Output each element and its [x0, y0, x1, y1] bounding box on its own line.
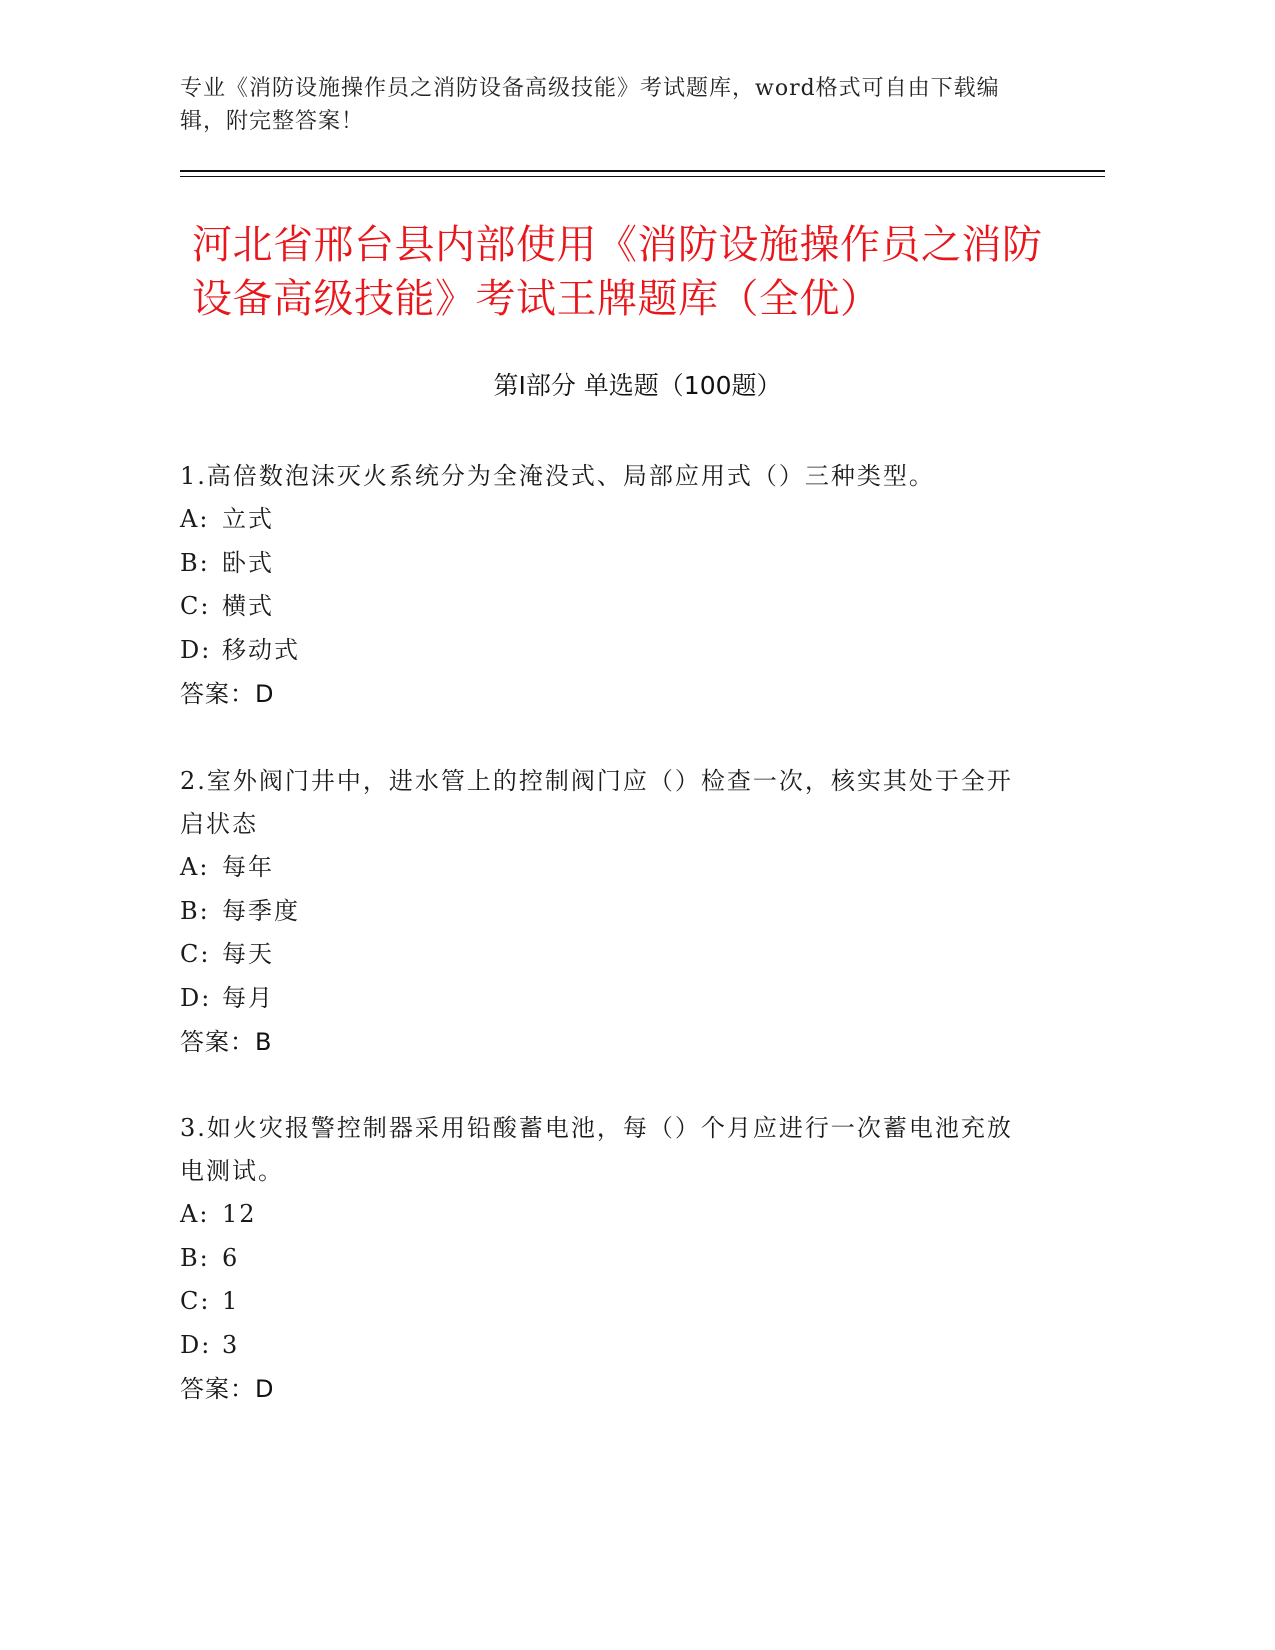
option-b: [180, 1237, 1030, 1281]
option-a: [180, 1193, 1030, 1237]
option-letter: D:: [180, 635, 212, 664]
option-letter: D:: [180, 983, 212, 1012]
header-divider-thin: [180, 176, 1105, 177]
option-d: [180, 1324, 1030, 1368]
document-title: 河北省邢台县内部使用《消防设施操作员之消防设备高级技能》考试王牌题库（全优）: [192, 222, 1043, 322]
option-text: 立式: [222, 505, 274, 533]
option-letter: C:: [180, 940, 211, 968]
option-letter: D:: [180, 1330, 212, 1359]
option-text: 横式: [222, 592, 274, 620]
question-stem: 1.高倍数泡沫灭火系统分为全淹没式、局部应用式（）三种类型。: [180, 462, 935, 490]
option-text: 6: [222, 1243, 240, 1272]
option-letter: A:: [180, 505, 210, 533]
answer-line: 答案：D: [180, 1375, 275, 1403]
option-text: 每天: [222, 940, 274, 968]
option-c: [180, 933, 1030, 977]
option-c: [180, 1280, 1030, 1324]
option-text: 移动式: [222, 635, 300, 664]
question-stem: 2.室外阀门井中，进水管上的控制阀门应（）检查一次，核实其处于全开启状态: [180, 767, 1013, 838]
option-letter: A:: [180, 853, 210, 881]
answer-line: 答案：B: [180, 1028, 273, 1056]
option-text: 1: [222, 1287, 240, 1315]
option-d: [180, 977, 1030, 1021]
question-1: [180, 455, 1030, 716]
option-c: [180, 585, 1030, 629]
option-letter: B:: [180, 548, 210, 577]
option-letter: B:: [180, 896, 210, 925]
option-text: 每年: [222, 853, 274, 881]
option-a: [180, 498, 1030, 542]
option-text: 每月: [222, 983, 274, 1012]
option-text: 3: [222, 1330, 240, 1359]
header-divider-thick: [180, 170, 1105, 172]
question-stem: 3.如火灾报警控制器采用铅酸蓄电池，每（）个月应进行一次蓄电池充放电测试。: [180, 1114, 1013, 1185]
header-note: 专业《消防设施操作员之消防设备高级技能》考试题库，word格式可自由下载编辑，附完整答案！: [180, 76, 1000, 134]
option-letter: B:: [180, 1243, 210, 1272]
section-title: 第I部分 单选题（100题）: [493, 371, 782, 400]
option-b: [180, 890, 1030, 934]
question-3: [180, 1107, 1030, 1411]
option-d: [180, 629, 1030, 673]
answer-line: 答案：D: [180, 680, 275, 708]
option-text: 每季度: [222, 896, 300, 925]
option-a: [180, 846, 1030, 890]
option-b: [180, 542, 1030, 586]
option-letter: C:: [180, 592, 211, 620]
question-2: [180, 760, 1030, 1064]
option-text: 卧式: [222, 548, 274, 577]
option-letter: A:: [180, 1200, 210, 1228]
option-text: 12: [222, 1200, 257, 1228]
option-letter: C:: [180, 1287, 211, 1315]
